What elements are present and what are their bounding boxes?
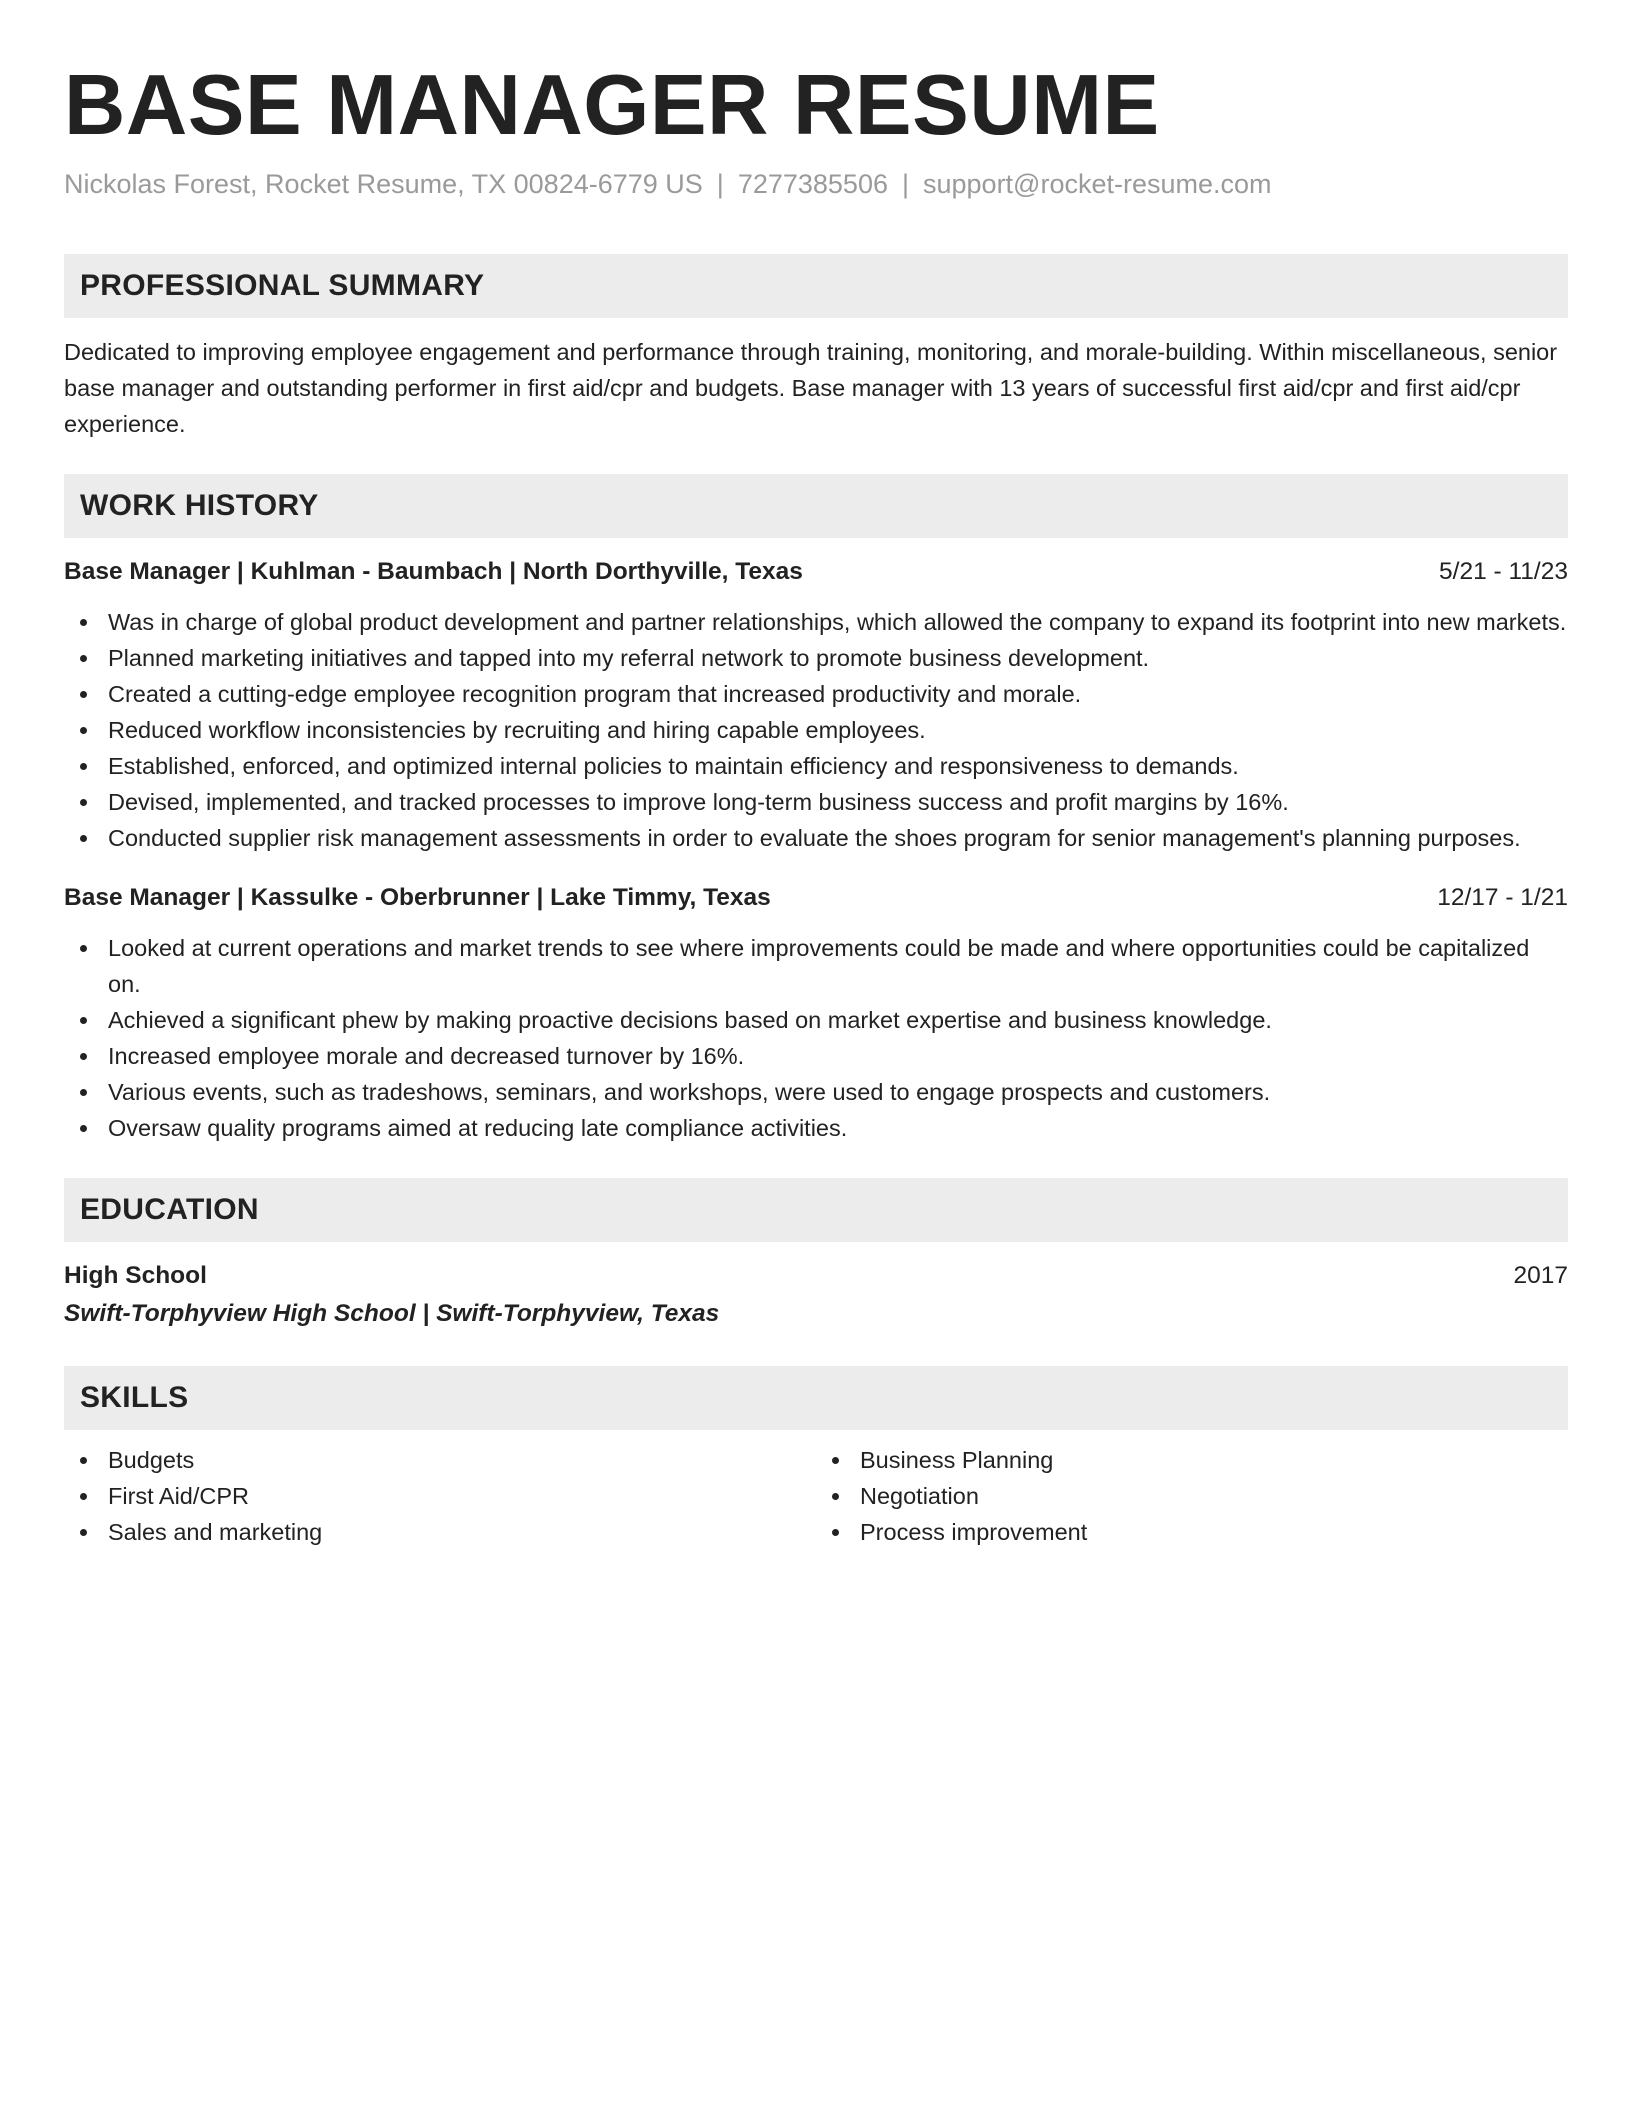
job-bullet: Oversaw quality programs aimed at reducing late compliance activities. [108,1110,1568,1146]
skills-column-left [64,1442,816,1550]
skills-grid [64,1442,1568,1550]
contact-address: Nickolas Forest, Rocket Resume, TX 00824-6779 US [64,169,703,199]
job-bullet: Established, enforced, and optimized internal policies to maintain efficiency and responsiveness to demands. [108,748,1568,784]
skill-item: Business Planning [860,1442,1568,1478]
education-school: Swift-Torphyview High School | Swift-Torphyview, Texas [64,1300,720,1327]
job-dates: 12/17 - 1/21 [1437,884,1568,911]
summary-text: Dedicated to improving employee engagement and performance through training, monitoring, and morale-building. Within miscellaneous, senior base manager and outstanding performer in first aid/cpr and budgets. Base manager with 13 years of successful first aid/cpr and first aid/cpr experience. [64,339,1558,437]
education-entry [64,1258,1568,1332]
job-bullet: Looked at current operations and market trends to see where improvements could be made and where opportunities could be capitalized on. [108,930,1568,1002]
contact-line [64,166,1568,202]
job-bullet: Planned marketing initiatives and tapped into my referral network to promote business development. [108,640,1568,676]
job-title: Base Manager | Kassulke - Oberbrunner | Lake Timmy, Texas [64,884,771,911]
job-bullet: Various events, such as tradeshows, seminars, and workshops, were used to engage prospects and customers. [108,1074,1568,1110]
job-header [64,880,1568,916]
section-header-skills: SKILLS [64,1366,1568,1430]
job-bullet: Increased employee morale and decreased turnover by 16%. [108,1038,1568,1074]
resume-title: BASE MANAGER RESUME [64,58,1160,153]
contact-separator: | [901,169,909,199]
job-bullet: Devised, implemented, and tracked processes to improve long-term business success and profit margins by 16%. [108,784,1568,820]
job-entry [64,554,1568,856]
education-header [64,1258,1568,1294]
education-year: 2017 [1513,1262,1568,1289]
job-bullets [64,604,1568,856]
job-bullet: Achieved a significant phew by making proactive decisions based on market expertise and business knowledge. [108,1002,1568,1038]
skill-item: Negotiation [860,1478,1568,1514]
job-bullet: Created a cutting-edge employee recognition program that increased productivity and morale. [108,676,1568,712]
skill-item: Process improvement [860,1514,1568,1550]
skills-list [64,1442,816,1550]
education-degree: High School [64,1262,207,1289]
skills-column-right [816,1442,1568,1550]
job-bullets [64,930,1568,1146]
contact-phone: 7277385506 [737,169,888,199]
contact-email: support@rocket-resume.com [923,169,1272,199]
contact-separator: | [716,169,724,199]
section-header-summary: PROFESSIONAL SUMMARY [64,254,1568,318]
skill-item: First Aid/CPR [108,1478,816,1514]
skills-list [816,1442,1568,1550]
section-header-education: EDUCATION [64,1178,1568,1242]
job-bullet: Was in charge of global product development and partner relationships, which allowed the company to expand its footprint into new markets. [108,604,1568,640]
skill-item: Sales and marketing [108,1514,816,1550]
skill-item: Budgets [108,1442,816,1478]
job-bullet: Conducted supplier risk management assessments in order to evaluate the shoes program for senior management's planning purposes. [108,820,1568,856]
job-dates: 5/21 - 11/23 [1439,558,1568,585]
job-title: Base Manager | Kuhlman - Baumbach | North Dorthyville, Texas [64,558,803,585]
job-header [64,554,1568,590]
job-entry [64,880,1568,1146]
section-header-work-history: WORK HISTORY [64,474,1568,538]
job-bullet: Reduced workflow inconsistencies by recruiting and hiring capable employees. [108,712,1568,748]
